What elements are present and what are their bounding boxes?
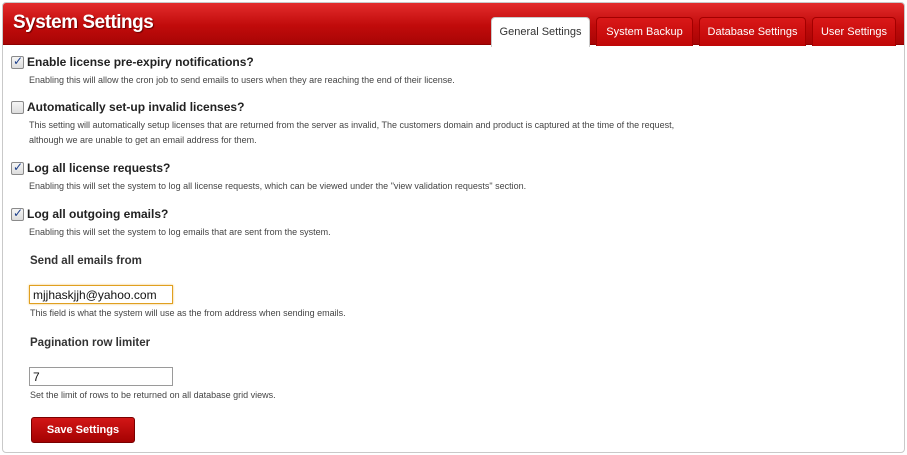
- send-from-label: Send all emails from: [30, 255, 142, 267]
- option-description: Enabling this will allow the cron job to send emails to users when they are reaching the end of their license.: [29, 75, 455, 85]
- send-from-help: This field is what the system will use as the from address when sending emails.: [30, 308, 346, 318]
- settings-panel: [2, 2, 905, 453]
- option-description: [29, 118, 789, 148]
- tab-general-settings[interactable]: General Settings: [491, 17, 590, 47]
- pagination-help: Set the limit of rows to be returned on all database grid views.: [30, 390, 276, 400]
- option-description: Enabling this will set the system to log all license requests, which can be viewed under the "view validation requests" section.: [29, 181, 527, 191]
- option-label: Log all license requests?: [27, 161, 171, 175]
- option-label: Enable license pre-expiry notifications?: [27, 55, 254, 69]
- option-description-line: This setting will automatically setup licenses that are returned from the server as invalid, The customers domain and product is captured at the time of the request,: [29, 120, 675, 130]
- log-outgoing-emails-checkbox[interactable]: [11, 208, 24, 221]
- auto-setup-invalid-checkbox[interactable]: [11, 101, 24, 114]
- option-description: Enabling this will set the system to log emails that are sent from the system.: [29, 227, 331, 237]
- page-title: System Settings: [13, 12, 154, 33]
- pagination-label: Pagination row limiter: [30, 337, 151, 349]
- save-settings-button[interactable]: Save Settings: [31, 417, 135, 443]
- header-bar: [3, 3, 904, 45]
- option-label: Log all outgoing emails?: [27, 207, 169, 221]
- option-description-line: although we are unable to get an email address for them.: [29, 135, 257, 145]
- option-label: Automatically set-up invalid licenses?: [27, 100, 245, 114]
- pre-expiry-checkbox[interactable]: [11, 56, 24, 69]
- tab-bar: [491, 17, 896, 47]
- pagination-limit-input[interactable]: [29, 367, 173, 386]
- send-from-email-input[interactable]: [29, 285, 173, 304]
- tab-user-settings[interactable]: User Settings: [812, 17, 896, 46]
- tab-system-backup[interactable]: System Backup: [596, 17, 693, 46]
- log-license-requests-checkbox[interactable]: [11, 162, 24, 175]
- tab-database-settings[interactable]: Database Settings: [699, 17, 806, 46]
